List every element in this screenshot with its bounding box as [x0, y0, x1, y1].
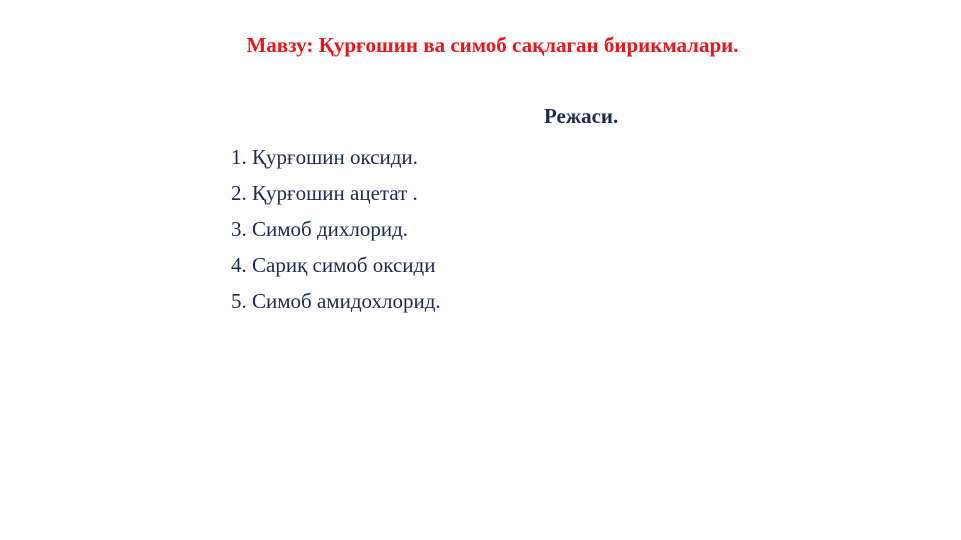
plan-item-5: 5. Симоб амидохлорид.	[231, 289, 441, 313]
plan-item-3: 3. Симоб дихлорид.	[231, 217, 409, 241]
plan-item-1: 1. Қурғошин оксиди.	[231, 145, 418, 169]
plan-item-4: 4. Сариқ симоб оксиди	[231, 253, 436, 277]
plan-heading: Режаси.	[544, 104, 619, 128]
slide-title: Мавзу: Қурғошин ва симоб сақлаган бирикмалари.	[246, 33, 739, 57]
plan-item-2: 2. Қурғошин ацетат .	[231, 181, 418, 205]
plan-list	[231, 139, 441, 319]
